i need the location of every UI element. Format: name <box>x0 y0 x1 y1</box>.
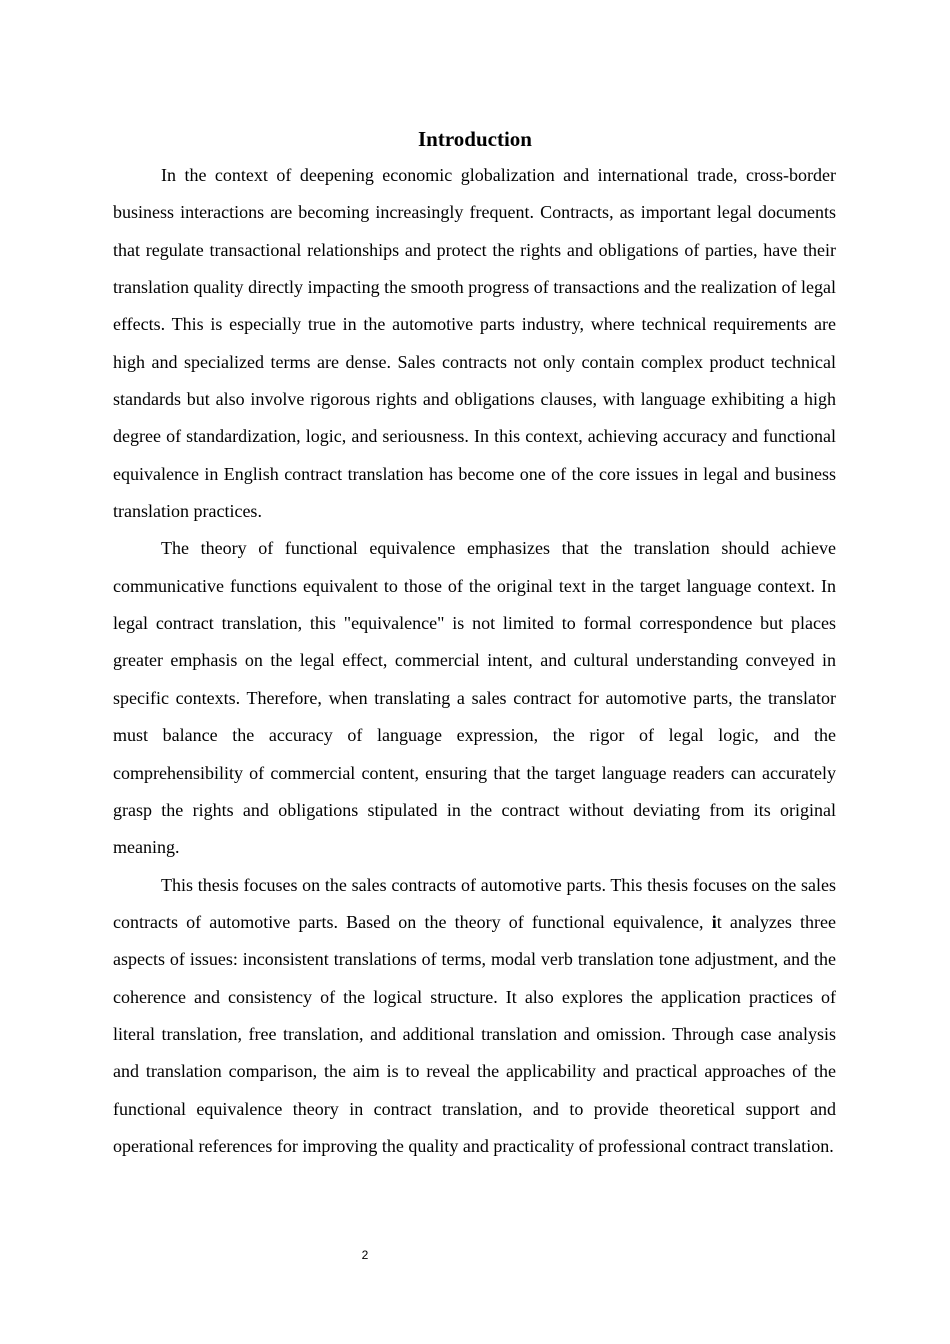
paragraph-3-text-end: t analyzes three aspects of issues: inconsistent translations of terms, modal verb translation tone adjustment, and the coherence and consistency of the logical structure. It also explores the application practices of literal translation, free translation, and additional translation and omission. Through case analysis and translation comparison, the aim is to reveal the applicability and practical approaches of the functional equivalence theory in contract translation, and to provide theoretical support and operational references for improving the quality and practicality of professional contract translation. <box>113 911 836 1156</box>
page-number: 2 <box>361 1248 369 1262</box>
paragraph-3-bold-letter: i <box>711 911 717 932</box>
paragraph-3-text-start: This thesis focuses on the sales contracts of automotive parts. This thesis focuses on the sales contracts of automotive parts. Based on the theory of functional equivalence, <box>113 874 836 932</box>
document-body <box>113 157 836 1165</box>
paragraph-1: In the context of deepening economic globalization and international trade, cross-border business interactions are becoming increasingly frequent. Contracts, as important legal documents that regulate transactional relationships and protect the rights and obligations of parties, have their translation quality directly impacting the smooth progress of transactions and the realization of legal effects. This is especially true in the automotive parts industry, where technical requirements are high and specialized terms are dense. Sales contracts not only contain complex product technical standards but also involve rigorous rights and obligations clauses, with language exhibiting a high degree of standardization, logic, and seriousness. In this context, achieving accuracy and functional equivalence in English contract translation has become one of the core issues in legal and business translation practices. <box>113 165 836 522</box>
paragraph-3 <box>113 867 836 1166</box>
paragraph-2: The theory of functional equivalence emphasizes that the translation should achieve communicative functions equivalent to those of the original text in the target language context. In legal contract translation, this "equivalence" is not limited to formal correspondence but places greater emphasis on the legal effect, commercial intent, and cultural understanding conveyed in specific contexts. Therefore, when translating a sales contract for automotive parts, the translator must balance the accuracy of language expression, the rigor of legal logic, and the comprehensibility of commercial content, ensuring that the target language readers can accurately grasp the rights and obligations stipulated in the contract without deviating from its original meaning. <box>113 538 836 858</box>
page-title: Introduction <box>418 127 532 151</box>
